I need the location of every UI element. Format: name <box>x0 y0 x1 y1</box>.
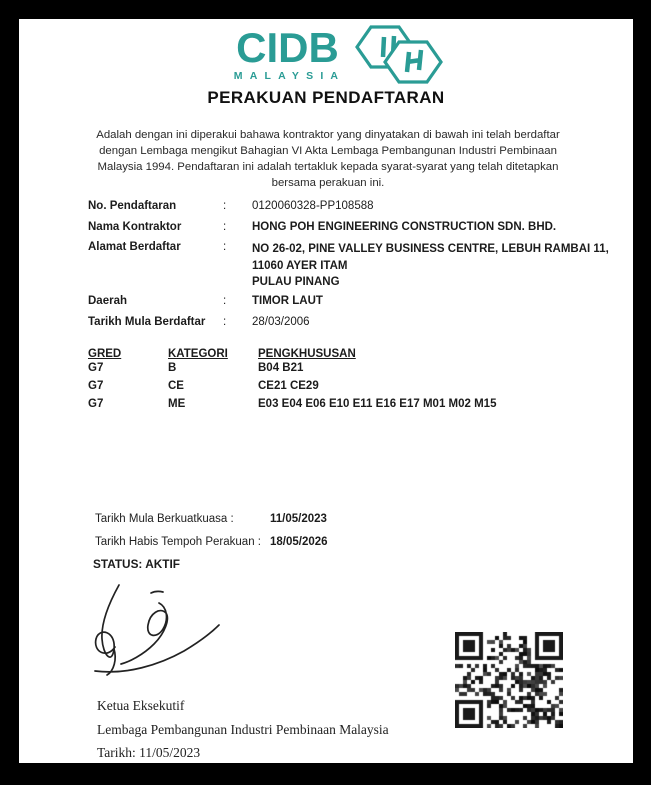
cidb-logo <box>19 25 633 85</box>
table-row: B04 B21 <box>258 362 304 374</box>
certificate-page <box>19 19 633 763</box>
table-header-pengkhususan: PENGKHUSUSAN <box>258 348 356 360</box>
first-registered-value: 28/03/2006 <box>252 316 310 328</box>
table-row: E03 E04 E06 E10 E11 E16 E17 M01 M02 M15 <box>258 398 497 410</box>
effective-date-label: Tarikh Mula Berkuatkuasa : <box>95 513 234 525</box>
table-row: G7 <box>88 398 104 410</box>
contractor-name-label: Nama Kontraktor <box>88 221 182 233</box>
address-line-3: PULAU PINANG <box>252 276 340 288</box>
separator: : <box>223 221 227 233</box>
address-value <box>252 241 609 291</box>
address-line-1: NO 26-02, PINE VALLEY BUSINESS CENTRE, LEBUH RAMBAI 11, <box>252 243 609 255</box>
table-row: CE21 CE29 <box>258 380 319 392</box>
separator: : <box>223 295 227 307</box>
reg-no-value: 0120060328-PP108588 <box>252 200 374 212</box>
reg-no-label: No. Pendaftaran <box>88 200 177 212</box>
effective-date-value: 11/05/2023 <box>270 513 327 525</box>
table-row: G7 <box>88 362 104 374</box>
table-header-gred: GRED <box>88 348 122 360</box>
separator: : <box>223 241 227 253</box>
table-row: G7 <box>88 380 104 392</box>
cidb-hexagon-icon <box>354 25 444 85</box>
cidb-wordmark <box>230 24 346 82</box>
separator: : <box>223 316 227 328</box>
table-row: ME <box>168 398 186 410</box>
status-badge: STATUS: AKTIF <box>93 557 180 571</box>
signatory-title: Ketua Eksekutif <box>97 698 185 713</box>
issue-date: Tarikh: 11/05/2023 <box>97 745 201 760</box>
table-header-kategori: KATEGORI <box>168 348 228 360</box>
certificate-title: PERAKUAN PENDAFTARAN <box>207 88 445 107</box>
table-row: CE <box>168 380 184 392</box>
qr-code <box>455 632 563 728</box>
expiry-date-label: Tarikh Habis Tempoh Perakuan : <box>95 536 261 548</box>
district-label: Daerah <box>88 295 127 307</box>
signature-image <box>81 577 296 687</box>
table-row: B <box>168 362 177 374</box>
contractor-name-value: HONG POH ENGINEERING CONSTRUCTION SDN. BHD. <box>252 221 557 233</box>
intro-paragraph: Adalah dengan ini diperakui bahawa kontraktor yang dinyatakan di bawah ini telah berdaftar dengan Lembaga mengikut Bahagian VI Akta Lembaga Pembangunan Industri Pembinaan Malaysia 1994. Pendaftaran ini adalah tertakluk kepada syarat-syarat yang telah ditetapkan bersama perakuan ini. <box>96 129 560 189</box>
separator: : <box>223 200 227 212</box>
district-value: TIMOR LAUT <box>252 295 323 307</box>
expiry-date-value: 18/05/2026 <box>270 536 328 548</box>
organization-name: Lembaga Pembangunan Industri Pembinaan Malaysia <box>97 722 389 737</box>
address-label: Alamat Berdaftar <box>88 241 181 253</box>
cidb-brand-text: CIDB <box>236 24 339 71</box>
address-line-2: 11060 AYER ITAM <box>252 259 348 272</box>
cidb-country-text: MALAYSIA <box>233 70 346 82</box>
first-registered-label: Tarikh Mula Berdaftar <box>88 316 206 328</box>
